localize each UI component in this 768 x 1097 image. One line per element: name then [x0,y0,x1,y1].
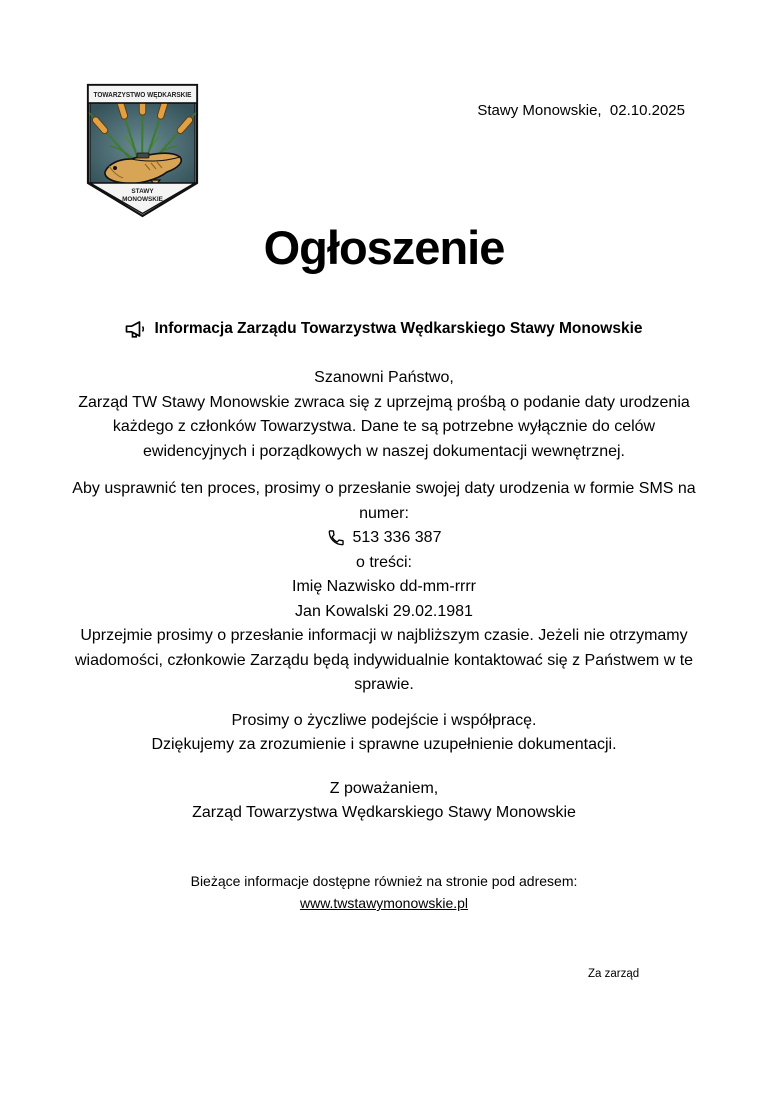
paragraph-gap [40,698,728,709]
page-title: Ogłoszenie [263,221,505,274]
signoff-note: Za zarząd [588,968,640,980]
body-line: Jan Kowalski 29.02.1981 [295,602,473,620]
association-crest-logo [85,82,200,219]
phone-receiver-icon [327,529,345,547]
megaphone-icon [125,321,147,338]
website-info-line: Bieżące informacje dostępne również na stronie pod adresem: [190,873,578,889]
body-line: każdego z członków Towarzystwa. Dane te są potrzebne wyłącznie do celów [112,418,656,435]
body-line: ewidencyjnych i porządkowych w naszej dokumentacji wewnętrznej. [142,442,625,460]
announcement-heading: Informacja Zarządu Towarzystwa Wędkarskiego Stawy Monowskie [154,320,643,337]
body-line: Uprzejmie prosimy o przesłanie informacji w najbliższym czasie. Jeżeli nie otrzymamy [80,627,688,644]
footer-info [40,870,728,914]
body-line: Prosimy o życzliwe podejście i współpracę. [231,711,537,729]
body-line: wiadomości, członkowie Zarządu będą indywidualnie kontaktować się z Państwem w te [74,651,694,669]
body-line: numer: [359,504,409,522]
body-line: sprawie. [354,676,414,693]
signature-line: Zarząd Towarzystwa Wędkarskiego Stawy Monowskie [192,804,576,821]
body-text [40,366,728,826]
body-line: Imię Nazwisko dd-mm-rrrr [292,578,476,595]
body-line: Szanowni Państwo, [314,369,454,386]
body-line: Aby usprawnić ten proces, prosimy o przesłanie swojej daty urodzenia w formie SMS na [72,480,696,497]
crest-bottom-banner-line2: MONOWSKIE [122,196,163,203]
body-line: o treści: [355,553,412,571]
crest-bottom-banner-line1: STAWY [131,188,154,195]
crest-shield-icon [85,82,200,219]
body-line: Zarząd TW Stawy Monowskie zwraca się z uprzejmą prośbą o podanie daty urodzenia [78,393,690,411]
body-line: Dziękujemy za zrozumienie i sprawne uzupełnienie dokumentacji. [151,736,617,753]
phone-number: 513 336 387 [352,529,442,546]
announcement-heading-row [0,320,768,338]
paragraph-gap [40,758,728,777]
place-and-date: Stawy Monowskie, 02.10.2025 [477,102,685,119]
paragraph-gap [40,464,728,477]
phone-line [40,526,728,551]
website-link[interactable]: www.twstawymonowskie.pl [299,895,469,911]
crest-top-banner-text: TOWARZYSTWO WĘDKARSKIE [93,90,192,99]
closing-line: Z poważaniem, [329,779,439,797]
